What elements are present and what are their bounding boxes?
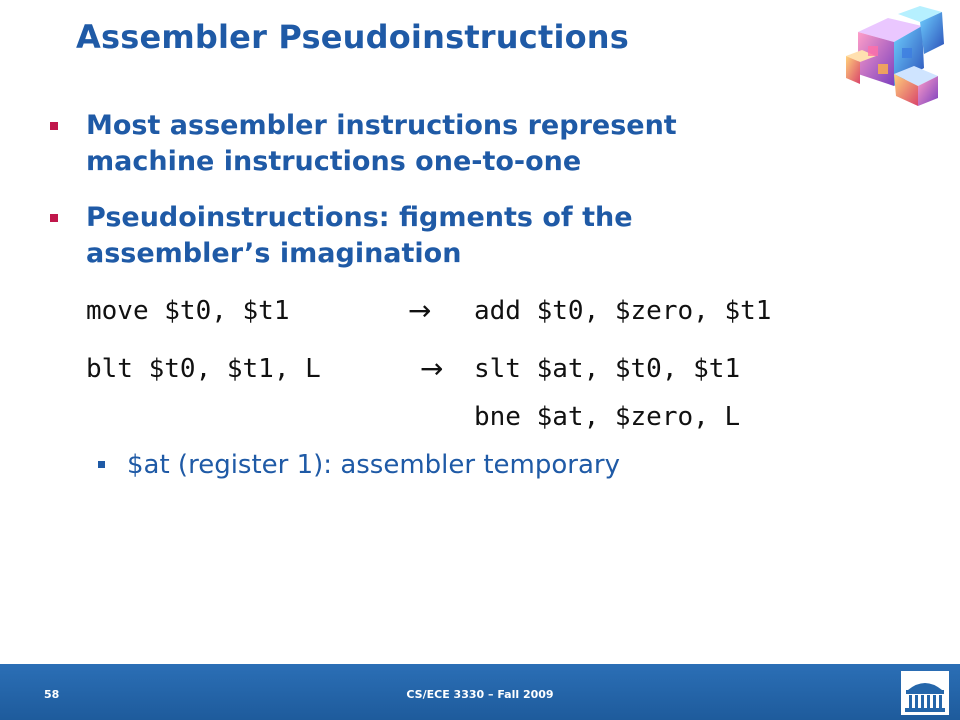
bullet-text: Most assembler instructions represent machine instructions one-to-one (86, 110, 677, 177)
code-blt-expansion-line1: slt $at, $t0, $t1 (474, 354, 741, 384)
arrow-icon: → (420, 352, 444, 385)
bullet-item (50, 108, 806, 180)
sub-bullet-square-icon (98, 461, 105, 468)
course-label: CS/ECE 3330 – Fall 2009 (406, 688, 554, 701)
rotunda-logo-icon (900, 670, 950, 716)
bullet-text: Pseudoinstructions: figments of the assembler’s imagination (86, 202, 633, 269)
sub-bullet-text: $at (register 1): assembler temporary (127, 450, 620, 480)
bullet-square-icon (50, 214, 58, 222)
slide-title: Assembler Pseudoinstructions (76, 18, 630, 56)
page-number: 58 (44, 688, 60, 701)
code-blt-expansion-line2: bne $at, $zero, L (474, 402, 741, 432)
arrow-icon: → (408, 294, 432, 327)
bullet-square-icon (50, 122, 58, 130)
code-blt-source: blt $t0, $t1, L (86, 354, 321, 384)
bullet-item (50, 200, 806, 272)
sub-bullet-item (98, 448, 620, 482)
code-move-expansion: add $t0, $zero, $t1 (474, 296, 772, 326)
footer-bar (0, 664, 960, 720)
cube-logo-icon (838, 4, 954, 108)
code-move-source: move $t0, $t1 (86, 296, 290, 326)
